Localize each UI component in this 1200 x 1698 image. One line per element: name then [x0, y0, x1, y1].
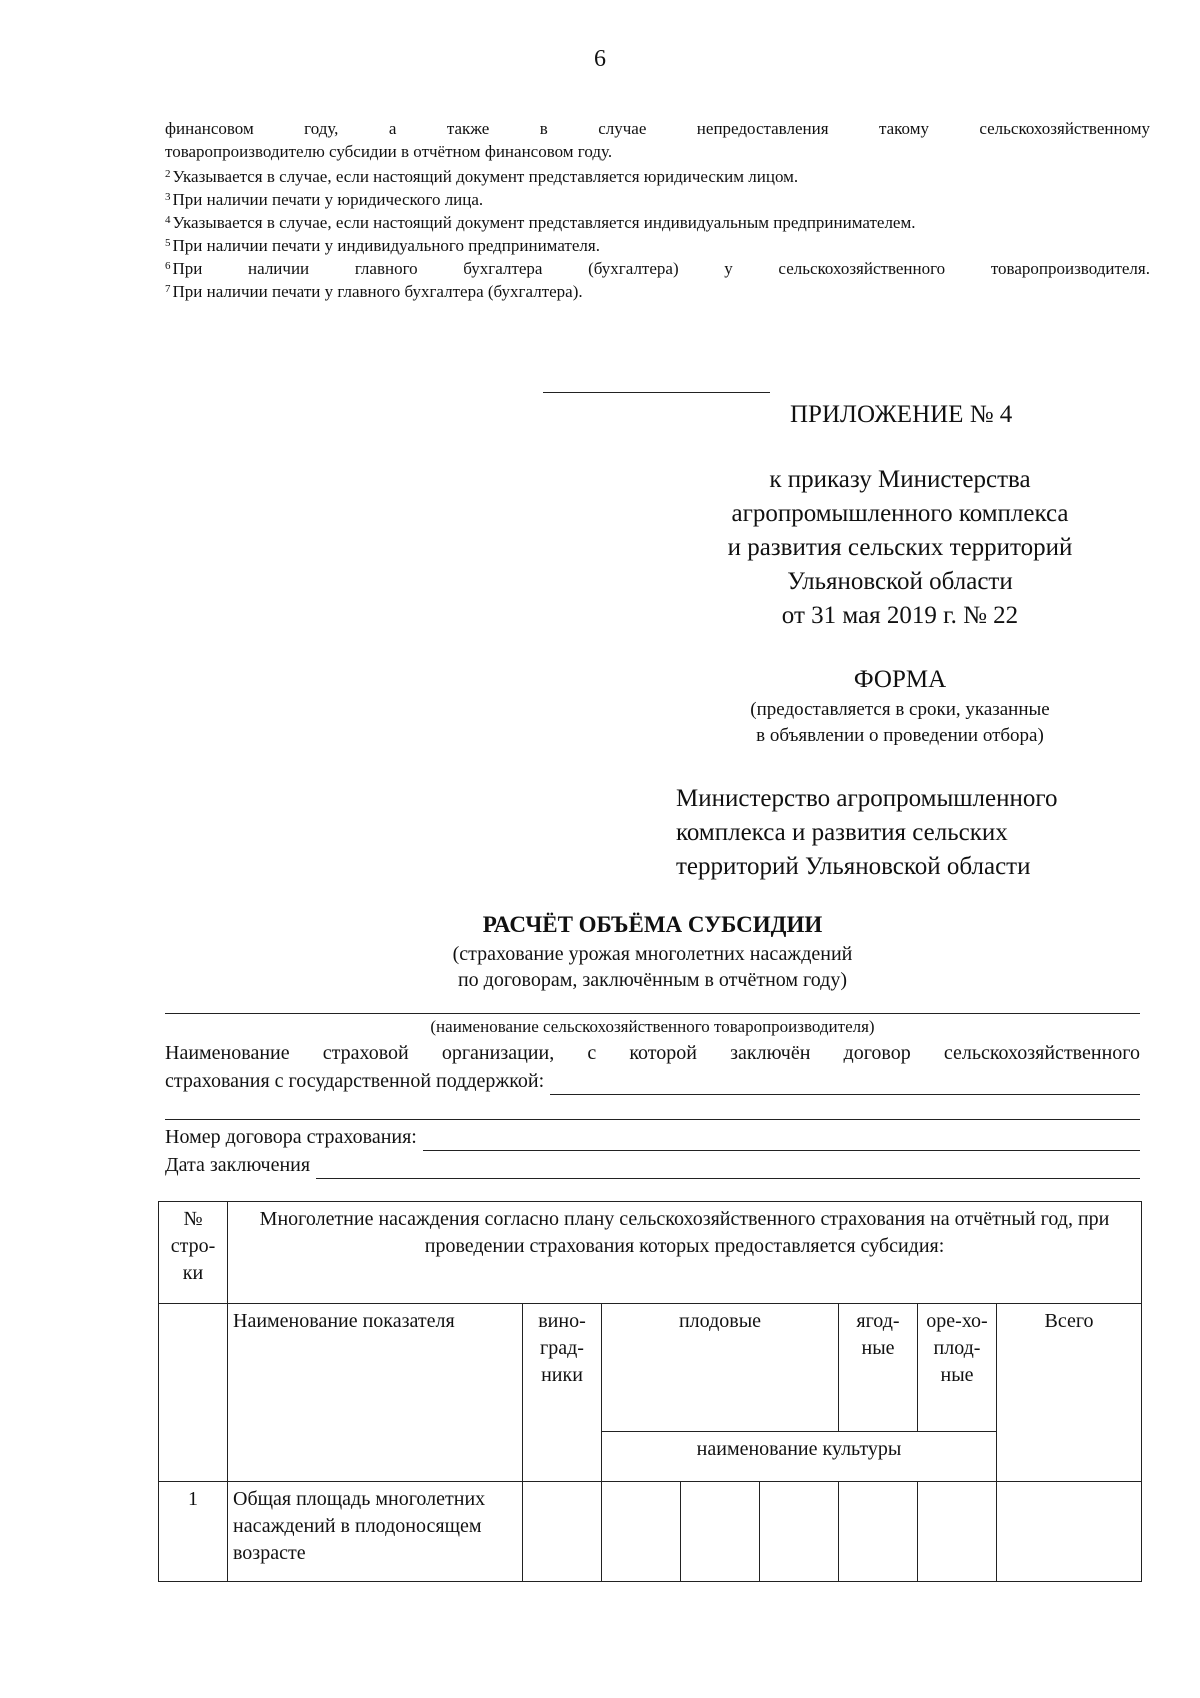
separator-line: [543, 392, 770, 393]
insurer-input-line[interactable]: [550, 1072, 1140, 1095]
insurer-label-line2: страхования с государственной поддержкой:: [165, 1070, 545, 1092]
nut-header: оре-хо-плод-ные: [918, 1304, 997, 1432]
table-subheader-row: [159, 1304, 1142, 1432]
table-cell[interactable]: [839, 1482, 918, 1582]
table-cell[interactable]: [602, 1482, 681, 1582]
addressee-line-2: комплекса и развития сельских: [676, 819, 1008, 846]
berry-header: ягод-ные: [839, 1304, 918, 1432]
appendix-title: ПРИЛОЖЕНИЕ № 4: [790, 401, 1013, 428]
calc-subtitle-2: по договорам, заключённым в отчётном году): [457, 969, 848, 991]
culture-name-header: наименование культуры: [602, 1432, 997, 1482]
appendix-line-5: от 31 мая 2019 г. № 22: [781, 602, 1019, 629]
addressee-line-1: Министерство агропромышленного: [676, 785, 1058, 812]
fruit-header: плодовые: [602, 1304, 839, 1432]
footnote-7: $^7$ При наличии печати у главного бухгалтера (бухгалтера).: [165, 282, 583, 301]
appendix-line-2: агропромышленного комплекса: [731, 500, 1069, 527]
insurer-input-line-2[interactable]: [165, 1119, 1140, 1120]
row-label: Общая площадь многолетних насаждений в плодоносящем возрасте: [228, 1482, 523, 1582]
table-cell[interactable]: [997, 1482, 1142, 1582]
insurer-label-line1: Наименование страховой организации, с которой заключён договор сельскохозяйственного: [165, 1042, 1140, 1064]
calc-subtitle-1: (страхование урожая многолетних насаждений: [452, 943, 853, 965]
indicator-header: Наименование показателя: [228, 1304, 523, 1482]
contract-date-label: Дата заключения: [165, 1154, 311, 1176]
subsidy-table: [158, 1201, 1142, 1582]
appendix-line-1: к приказу Министерства: [769, 466, 1031, 493]
table-cell[interactable]: [681, 1482, 760, 1582]
insurer-row: [165, 1067, 1140, 1095]
form-note-2: в объявлении о проведении отбора): [756, 725, 1044, 746]
table-header-row: [159, 1202, 1142, 1304]
total-header: Всего: [997, 1304, 1142, 1482]
contract-number-row: [165, 1123, 1140, 1151]
producer-name-line[interactable]: [165, 1013, 1140, 1014]
footnote-6: $^6$ При наличии главного бухгалтера (бухгалтера) у сельскохозяйственного товаропроизводителя.: [165, 259, 1150, 278]
footnote-3: $^3$ При наличии печати у юридического лица.: [165, 190, 484, 209]
footnote-continuation-line1: финансовом году, а также в случае непредоставления такому сельскохозяйственному: [165, 119, 1150, 138]
footnote-5: $^5$ При наличии печати у индивидуального предпринимателя.: [165, 236, 600, 255]
table-cell[interactable]: [918, 1482, 997, 1582]
appendix-line-4: Ульяновской области: [787, 568, 1013, 595]
contract-number-label: Номер договора страхования:: [165, 1126, 417, 1148]
contract-date-input-line[interactable]: [316, 1156, 1140, 1179]
footnote-4: $^4$ Указывается в случае, если настоящий документ представляется индивидуальным предпринимателем.: [165, 213, 916, 232]
contract-number-input-line[interactable]: [423, 1128, 1140, 1151]
table-cell[interactable]: [760, 1482, 839, 1582]
table-row: [159, 1482, 1142, 1582]
contract-date-row: [165, 1151, 1140, 1179]
footnote-continuation-line2: товаропроизводителю субсидии в отчётном финансовом году.: [165, 142, 613, 161]
producer-caption: (наименование сельскохозяйственного товаропроизводителя): [430, 1017, 875, 1036]
main-header: Многолетние насаждения согласно плану сельскохозяйственного страхования на отчётный год, при проведении страхования которых предоставляется субсидия:: [228, 1202, 1142, 1304]
row-number-header: № стро-ки: [159, 1202, 228, 1304]
footnote-2: $^2$ Указывается в случае, если настоящий документ представляется юридическим лицом.: [165, 167, 799, 186]
row-number: 1: [159, 1482, 228, 1582]
empty-cell: [159, 1304, 228, 1482]
appendix-line-3: и развития сельских территорий: [727, 534, 1073, 561]
form-note-1: (предоставляется в сроки, указанные: [750, 699, 1050, 720]
calc-title: РАСЧЁТ ОБЪЁМА СУБСИДИИ: [482, 912, 823, 937]
page-number: 6: [594, 46, 606, 72]
table-cell[interactable]: [523, 1482, 602, 1582]
addressee-line-3: территорий Ульяновской области: [676, 853, 1031, 880]
vineyards-header: вино-град-ники: [523, 1304, 602, 1482]
form-title: ФОРМА: [853, 666, 947, 693]
